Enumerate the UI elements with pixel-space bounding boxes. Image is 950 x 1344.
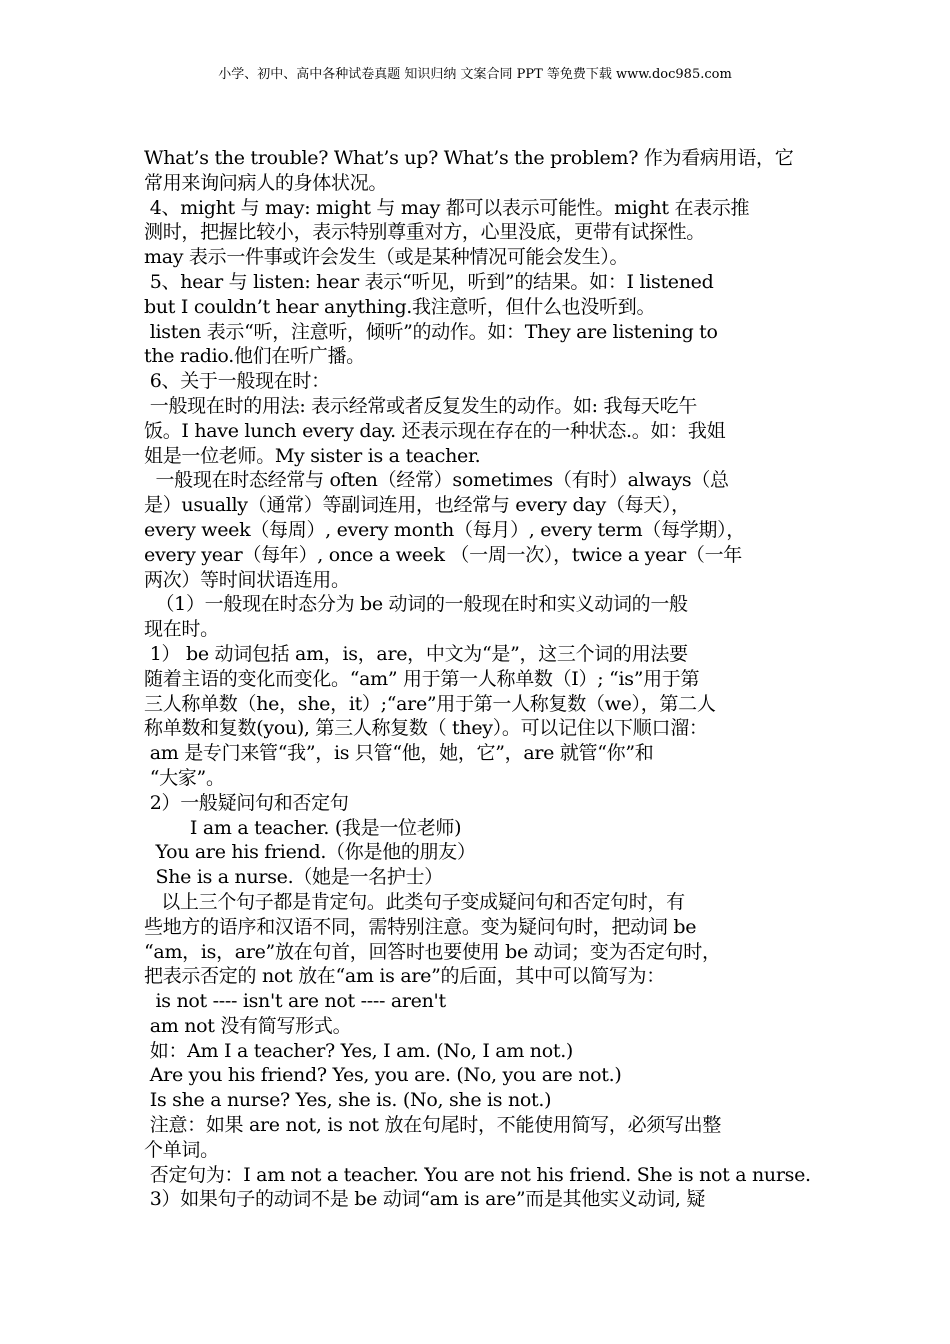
text-line: am 是专门来管“我”，is 只管“他，她，它”，are 就管“你”和 [144, 742, 654, 765]
text-line: 是）usually（通常）等副词连用，也经常与 every day（每天）， [144, 494, 690, 517]
text-line: What’s the trouble? What’s up? What’s the problem? 作为看病用语，它 [144, 147, 794, 169]
text-line: 注意：如果 are not, is not 放在句尾时，不能使用简写，必须写出整 [144, 1114, 722, 1137]
page-header: 小学、初中、高中各种试卷真题 知识归纳 文案合同 PPT 等免费下载 www.doc985.com [218, 67, 732, 82]
text-line: 6、关于一般现在时： [144, 370, 330, 393]
text-line: the radio.他们在听广播。 [144, 345, 365, 368]
text-line: 以上三个句子都是肯定句。此类句子变成疑问句和否定句时，有 [144, 890, 685, 913]
text-line: may 表示一件事或许会发生（或是某种情况可能会发生）。 [144, 246, 629, 269]
text-line: 一般现在时的用法: 表示经常或者反复发生的动作。如: 我每天吃午 [144, 394, 698, 417]
text-line: I am a teacher. (我是一位老师) [144, 816, 462, 839]
text-line: am not 没有简写形式。 [144, 1014, 352, 1037]
text-line: 3）如果句子的动词不是 be 动词“am is are”而是其他实义动词, 疑 [144, 1188, 706, 1211]
text-line: 2）一般疑问句和否定句 [144, 791, 349, 814]
text-line: 两次）等时间状语连用。 [144, 568, 350, 591]
text-line: every year（每年）, once a week （一周一次），twice a year（一年 [144, 543, 742, 566]
text-line: 否定句为：I am not a teacher. You are not his friend. She is not a nurse. [144, 1163, 811, 1186]
text-line: Is she a nurse? Yes, she is. (No, she is not.) [144, 1089, 552, 1112]
text-line: 饭。I have lunch every day. 还表示现在存在的一种状态.。如：我姐 [144, 419, 726, 442]
document-body [144, 146, 812, 1212]
text-line: She is a nurse.（她是一名护士） [144, 866, 443, 889]
text-line: 个单词。 [144, 1138, 219, 1161]
text-line: 1） be 动词包括 am，is，are，中文为“是”，这三个词的用法要 [144, 642, 688, 665]
text-line: 现在时。 [144, 618, 219, 641]
text-line: （1）一般现在时态分为 be 动词的一般现在时和实义动词的一般 [144, 593, 688, 616]
text-line: 4、might 与 may: might 与 may 都可以表示可能性。might 在表示推 [144, 196, 750, 219]
text-line: 5、hear 与 listen: hear 表示“听见，听到”的结果。如：I listened [144, 270, 714, 293]
text-line: 一般现在时态经常与 often（经常）sometimes（有时）always（总 [144, 469, 729, 492]
text-line: 姐是一位老师。My sister is a teacher. [144, 444, 481, 467]
text-line: 些地方的语序和汉语不同，需特别注意。变为疑问句时，把动词 be [144, 915, 697, 938]
text-line: but I couldn’t hear anything.我注意听，但什么也没听到。 [144, 295, 656, 318]
text-line: is not ---- isn't are not ---- aren't [144, 990, 446, 1013]
text-line: You are his friend.（你是他的朋友） [144, 841, 476, 864]
text-line: 把表示否定的 not 放在“am is are”的后面，其中可以简写为： [144, 965, 665, 988]
text-line: “大家”。 [144, 766, 225, 789]
text-line: listen 表示“听，注意听，倾听”的动作。如：They are listening to [144, 320, 718, 343]
text-line: 常用来询问病人的身体状况。 [144, 171, 388, 194]
text-line: 测时，把握比较小，表示特别尊重对方，心里没底，更带有试探性。 [144, 221, 706, 244]
text-line: 称单数和复数(you), 第三人称复数（ they）。可以记住以下顺口溜： [144, 717, 708, 740]
text-line: Are you his friend? Yes, you are. (No, you are not.) [144, 1064, 622, 1087]
text-line: 三人称单数（he，she，it）;“are”用于第一人称复数（we），第二人 [144, 692, 716, 715]
text-line: “am，is，are”放在句首，回答时也要使用 be 动词；变为否定句时， [144, 940, 721, 963]
text-line: every week（每周）, every month（每月）, every term（每学期）， [144, 518, 746, 541]
text-line: 如：Am I a teacher? Yes, I am. (No, I am not.) [144, 1039, 574, 1062]
text-line: 随着主语的变化而变化。“am” 用于第一人称单数（I）; “is”用于第 [144, 667, 700, 690]
